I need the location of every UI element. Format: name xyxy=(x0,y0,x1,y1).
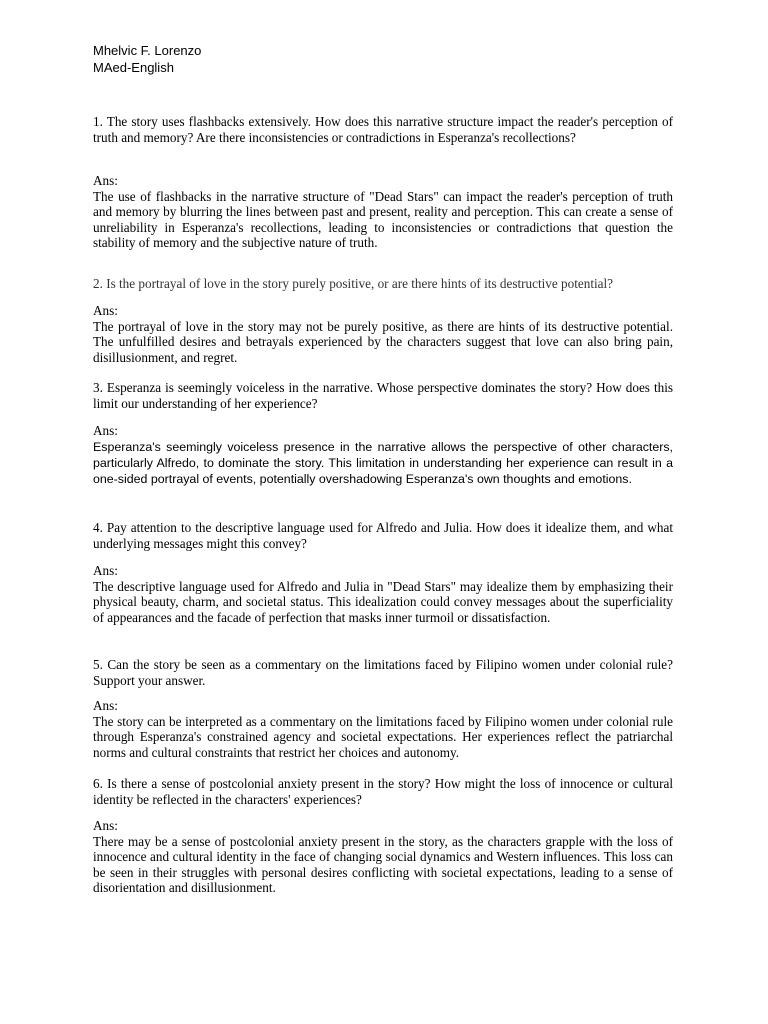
answer-text: Esperanza's seemingly voiceless presence in the narrative allows the perspective of other characters, particularly Alfredo, to dominate the story. This limitation in understanding her experience can result in a one-sided portrayal of events, potentially overshadowing Esperanza's own thoughts and emotions. xyxy=(93,439,673,486)
answer-3 xyxy=(93,423,673,487)
question-6: 6. Is there a sense of postcolonial anxiety present in the story? How might the loss of innocence or cultural identity be reflected in the characters' experiences? xyxy=(93,776,673,807)
answer-label: Ans: xyxy=(93,423,118,438)
answer-5 xyxy=(93,698,673,760)
answer-label: Ans: xyxy=(93,563,118,578)
answer-text: The descriptive language used for Alfredo and Julia in "Dead Stars" may idealize them by emphasizing their physical beauty, charm, and societal status. This idealization could convey messages about the superficiality of appearances and the facade of perfection that masks inner turmoil or dissatisfaction. xyxy=(93,578,673,625)
answer-text: There may be a sense of postcolonial anxiety present in the story, as the characters grapple with the loss of innocence and cultural identity in the face of changing social dynamics and Western influences. This loss can be seen in their struggles with personal desires conflicting with societal expectations, leading to a sense of disorientation and disillusionment. xyxy=(93,833,673,895)
answer-text: The portrayal of love in the story may not be purely positive, as there are hints of its destructive potential. The unfulfilled desires and betrayals experienced by the characters suggest that love can also bring pain, disillusionment, and regret. xyxy=(93,318,673,365)
question-4: 4. Pay attention to the descriptive language used for Alfredo and Julia. How does it idealize them, and what underlying messages might this convey? xyxy=(93,520,673,551)
question-3: 3. Esperanza is seemingly voiceless in the narrative. Whose perspective dominates the story? How does this limit our understanding of her experience? xyxy=(93,380,673,411)
question-1: 1. The story uses flashbacks extensively. How does this narrative structure impact the reader's perception of truth and memory? Are there inconsistencies or contradictions in Esperanza's recollections? xyxy=(93,114,673,145)
question-2: 2. Is the portrayal of love in the story purely positive, or are there hints of its destructive potential? xyxy=(93,276,614,291)
answer-4 xyxy=(93,563,673,625)
answer-label: Ans: xyxy=(93,303,118,318)
answer-2 xyxy=(93,303,673,365)
answer-label: Ans: xyxy=(93,173,118,188)
answer-1 xyxy=(93,173,673,251)
question-5: 5. Can the story be seen as a commentary on the limitations faced by Filipino women under colonial rule? Support your answer. xyxy=(93,657,673,688)
author-program: MAed-English xyxy=(93,60,174,75)
author-header xyxy=(93,42,201,76)
answer-6 xyxy=(93,818,673,896)
answer-text: The use of flashbacks in the narrative structure of "Dead Stars" can impact the reader's perception of truth and memory by blurring the lines between past and present, reality and perception. This can create a sense of unreliability in Esperanza's recollections, leading to inconsistencies or contradictions that question the stability of memory and the subjective nature of truth. xyxy=(93,188,673,250)
answer-label: Ans: xyxy=(93,818,118,833)
answer-label: Ans: xyxy=(93,698,118,713)
answer-text: The story can be interpreted as a commentary on the limitations faced by Filipino women under colonial rule through Esperanza's constrained agency and societal expectations. Her experiences reflect the patriarchal norms and cultural constraints that restrict her choices and autonomy. xyxy=(93,713,673,760)
author-name: Mhelvic F. Lorenzo xyxy=(93,43,202,58)
